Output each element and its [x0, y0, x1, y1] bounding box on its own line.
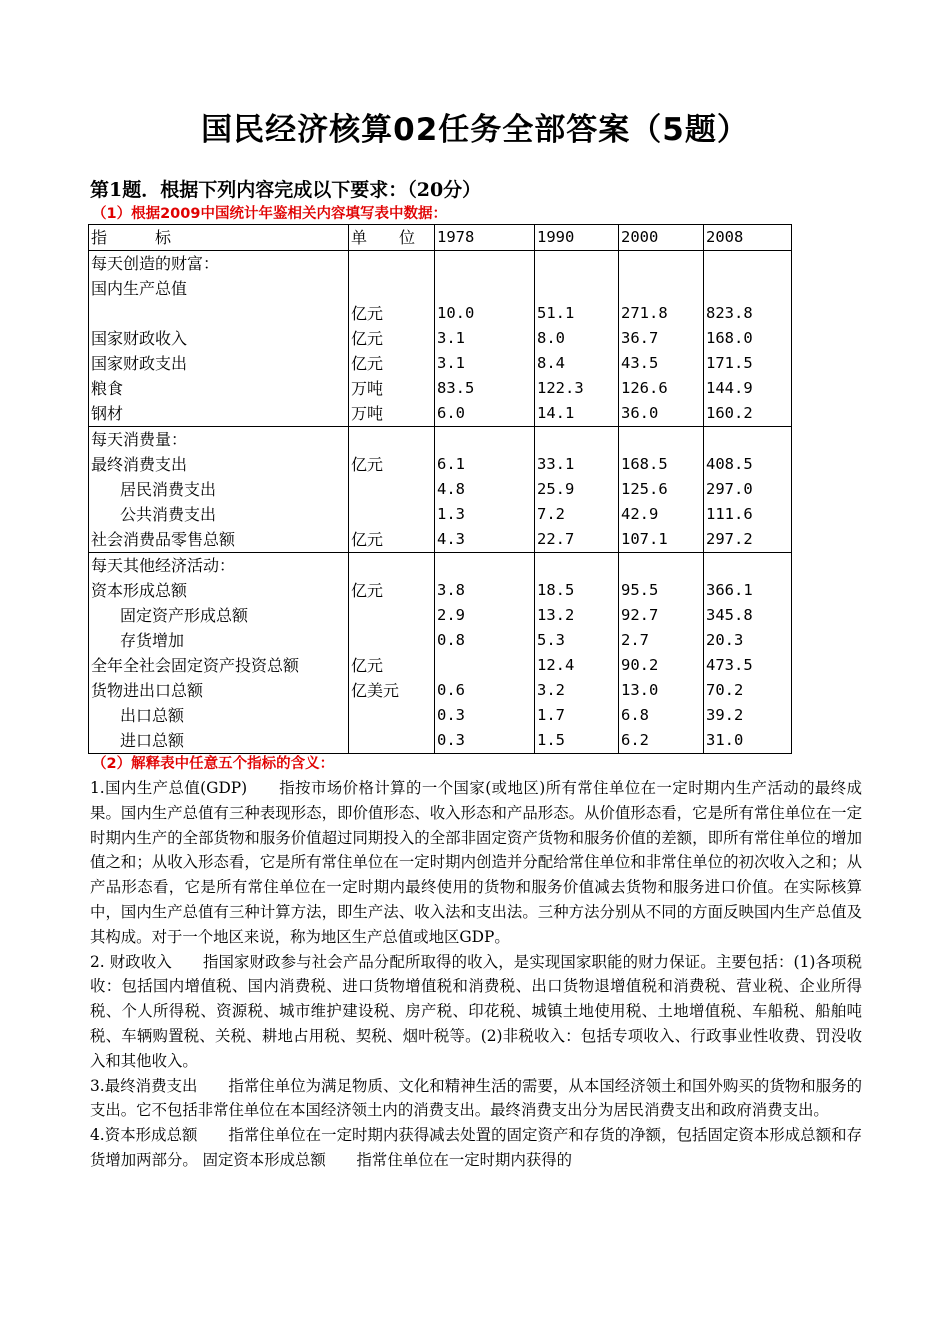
value-cell: 345.8 — [706, 606, 753, 624]
values-2008 — [704, 427, 792, 553]
row-label: 固定资产形成总额 — [120, 606, 249, 625]
value-cell: 25.9 — [537, 480, 575, 498]
row-label: 居民消费支出 — [120, 480, 217, 499]
row-label: 资本形成总额 — [91, 581, 188, 600]
values-1990 — [535, 251, 619, 427]
table-group-consumption — [89, 427, 792, 553]
value-cell: 8.0 — [537, 329, 565, 347]
section-label: 每天其他经济活动： — [91, 556, 236, 575]
value-cell: 107.1 — [621, 530, 668, 548]
value-cell: 125.6 — [621, 480, 668, 498]
value-cell: 271.8 — [621, 304, 668, 322]
value-cell: 4.8 — [437, 480, 465, 498]
value-cell: 297.2 — [706, 530, 753, 548]
unit-cell: 亿元 — [351, 656, 384, 675]
values-2008 — [704, 251, 792, 427]
value-cell: 473.5 — [706, 656, 753, 674]
value-cell: 0.6 — [437, 681, 465, 699]
value-cell: 12.4 — [537, 656, 575, 674]
unit-cell: 亿元 — [351, 304, 384, 323]
unit-cell: 亿元 — [351, 455, 384, 474]
value-cell: 22.7 — [537, 530, 575, 548]
value-cell: 6.0 — [437, 404, 465, 422]
value-cell: 6.2 — [621, 731, 649, 749]
values-1990 — [535, 553, 619, 754]
header-1990: 1990 — [535, 225, 619, 251]
value-cell: 36.7 — [621, 329, 659, 347]
value-cell: 122.3 — [537, 379, 584, 397]
header-indicator: 指 标 — [89, 225, 349, 251]
value-cell: 111.6 — [706, 505, 753, 523]
unit-column — [349, 553, 435, 754]
value-cell: 1.7 — [537, 706, 565, 724]
row-label: 社会消费品零售总额 — [91, 530, 236, 549]
value-cell: 5.3 — [537, 631, 565, 649]
values-2008 — [704, 553, 792, 754]
unit-cell — [351, 603, 432, 628]
value-cell: 0.3 — [437, 731, 465, 749]
question-1-heading: 第1题．根据下列内容完成以下要求：（20分） — [90, 179, 482, 201]
value-cell: 6.8 — [621, 706, 649, 724]
explanation-final-consumption: 3.最终消费支出 指常住单位为满足物质、文化和精神生活的需要，从本国经济领土和国外购买的货物和服务的支出。它不包括非常住单位在本国经济领土内的消费支出。最终消费支出分为居民消费支出和政府消费支出。 — [90, 1076, 862, 1120]
value-cell: 3.2 — [537, 681, 565, 699]
value-cell: 160.2 — [706, 404, 753, 422]
value-cell: 6.1 — [437, 455, 465, 473]
values-2000 — [619, 427, 704, 553]
value-cell: 90.2 — [621, 656, 659, 674]
value-cell: 2.7 — [621, 631, 649, 649]
unit-cell: 亿美元 — [351, 681, 400, 700]
value-cell: 13.0 — [621, 681, 659, 699]
values-1990 — [535, 427, 619, 553]
indicator-column — [89, 427, 349, 553]
section-label: 每天创造的财富： — [91, 254, 220, 273]
value-cell: 2.9 — [437, 606, 465, 624]
unit-cell: 亿元 — [351, 354, 384, 373]
value-cell: 297.0 — [706, 480, 753, 498]
header-2000: 2000 — [619, 225, 704, 251]
value-cell — [437, 653, 532, 678]
explanation-fiscal-revenue: 2. 财政收入 指国家财政参与社会产品分配所取得的收入，是实现国家职能的财力保证。主要包括：(1)各项税收：包括国内增值税、国内消费税、进口货物增值税和消费税、出口货物退增值税和消费税、营业税、企业所得税、个人所得税、资源税、城市维护建设税、房产税、印花税、城镇土地使用税、土地增值税、车船税、船舶吨税、车辆购置税、关税、耕地占用税、契税、烟叶税等。(2)非税收入：包括专项收入、行政事业性收费、罚没收入和其他收入。 — [90, 952, 862, 1070]
row-label: 钢材 — [91, 404, 124, 423]
header-unit: 单 位 — [349, 225, 435, 251]
value-cell: 92.7 — [621, 606, 659, 624]
value-cell: 3.1 — [437, 329, 465, 347]
value-cell: 823.8 — [706, 304, 753, 322]
table-group-other-activities — [89, 553, 792, 754]
value-cell: 1.5 — [537, 731, 565, 749]
values-2000 — [619, 553, 704, 754]
unit-cell — [351, 703, 432, 728]
value-cell: 3.8 — [437, 581, 465, 599]
unit-column — [349, 251, 435, 427]
unit-cell — [351, 502, 432, 527]
value-cell: 36.0 — [621, 404, 659, 422]
value-cell: 8.4 — [537, 354, 565, 372]
value-cell: 13.2 — [537, 606, 575, 624]
unit-cell: 亿元 — [351, 329, 384, 348]
header-2008: 2008 — [704, 225, 792, 251]
value-cell: 51.1 — [537, 304, 575, 322]
value-cell: 1.3 — [437, 505, 465, 523]
value-cell: 408.5 — [706, 455, 753, 473]
unit-cell — [351, 728, 432, 753]
value-cell: 18.5 — [537, 581, 575, 599]
value-cell: 20.3 — [706, 631, 744, 649]
row-label: 国家财政收入 — [91, 329, 188, 348]
unit-column — [349, 427, 435, 553]
indicator-explanations — [90, 776, 862, 1173]
unit-cell: 万吨 — [351, 379, 384, 398]
row-label: 国内生产总值 — [91, 279, 188, 298]
value-cell: 42.9 — [621, 505, 659, 523]
part-2-heading: （2）解释表中任意五个指标的含义： — [92, 756, 335, 772]
unit-cell: 亿元 — [351, 530, 384, 549]
document-title: 国民经济核算02任务全部答案（5题） — [201, 112, 749, 148]
row-label: 粮食 — [91, 379, 124, 398]
value-cell: 366.1 — [706, 581, 753, 599]
part-1-heading: （1）根据2009中国统计年鉴相关内容填写表中数据： — [92, 206, 447, 222]
values-1978 — [435, 553, 535, 754]
value-cell: 95.5 — [621, 581, 659, 599]
value-cell: 168.0 — [706, 329, 753, 347]
table-group-wealth — [89, 251, 792, 427]
value-cell: 4.3 — [437, 530, 465, 548]
unit-cell — [351, 477, 432, 502]
values-2000 — [619, 251, 704, 427]
row-label: 最终消费支出 — [91, 455, 188, 474]
value-cell: 3.1 — [437, 354, 465, 372]
value-cell: 171.5 — [706, 354, 753, 372]
value-cell: 70.2 — [706, 681, 744, 699]
value-cell: 31.0 — [706, 731, 744, 749]
value-cell: 0.8 — [437, 631, 465, 649]
indicator-column — [89, 251, 349, 427]
unit-cell: 亿元 — [351, 581, 384, 600]
explanation-capital-formation: 4.资本形成总额 指常住单位在一定时期内获得减去处置的固定资产和存货的净额，包括固定资本形成总额和存货增加两部分。 固定资本形成总额 指常住单位在一定时期内获得的 — [90, 1126, 862, 1169]
section-label: 每天消费量： — [91, 430, 188, 449]
value-cell: 43.5 — [621, 354, 659, 372]
row-label: 全年全社会固定资产投资总额 — [91, 656, 300, 675]
row-label: 国家财政支出 — [91, 354, 188, 373]
value-cell: 7.2 — [537, 505, 565, 523]
value-cell: 39.2 — [706, 706, 744, 724]
unit-cell — [351, 628, 432, 653]
row-label: 进口总额 — [120, 731, 185, 750]
table-header-row — [89, 225, 792, 251]
unit-cell: 万吨 — [351, 404, 384, 423]
values-1978 — [435, 251, 535, 427]
header-1978: 1978 — [435, 225, 535, 251]
value-cell: 83.5 — [437, 379, 475, 397]
value-cell: 144.9 — [706, 379, 753, 397]
explanation-gdp: 1.国内生产总值(GDP) 指按市场价格计算的一个国家(或地区)所有常住单位在一定时期内生产活动的最终成果。国内生产总值有三种表现形态，即价值形态、收入形态和产品形态。从价值形态看，它是所有常住单位在一定时期内生产的全部货物和服务价值超过同期投入的全部非固定资产货物和服务价值的差额，即所有常住单位的增加值之和；从收入形态看，它是所有常住单位在一定时期内创造并分配给常住单位和非常住单位的初次收入之和；从产品形态看，它是所有常住单位在一定时期内最终使用的货物和服务价值减去货物和服务进口价值。在实际核算中，国内生产总值有三种计算方法，即生产法、收入法和支出法。三种方法分别从不同的方面反映国内生产总值及其构成。对于一个地区来说，称为地区生产总值或地区GDP。 — [90, 779, 862, 946]
value-cell: 10.0 — [437, 304, 475, 322]
row-label: 存货增加 — [120, 631, 185, 650]
value-cell: 33.1 — [537, 455, 575, 473]
row-label: 公共消费支出 — [120, 505, 217, 524]
values-1978 — [435, 427, 535, 553]
row-label: 货物进出口总额 — [91, 681, 204, 700]
value-cell: 168.5 — [621, 455, 668, 473]
value-cell: 126.6 — [621, 379, 668, 397]
row-label: 出口总额 — [120, 706, 185, 725]
value-cell: 0.3 — [437, 706, 465, 724]
statistics-table — [88, 224, 792, 754]
indicator-column — [89, 553, 349, 754]
value-cell: 14.1 — [537, 404, 575, 422]
